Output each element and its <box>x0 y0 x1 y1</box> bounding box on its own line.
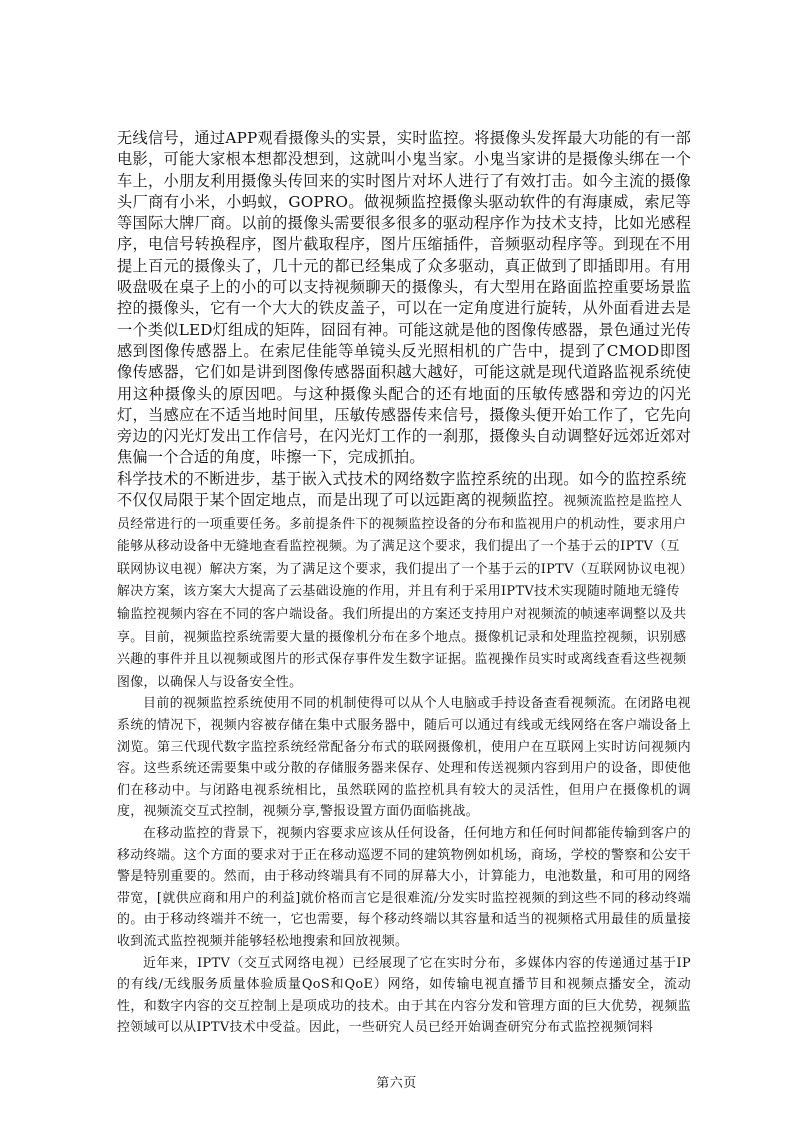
paragraph-iptv: 近年来，IPTV（交互式网络电视）已经展现了它在实时分布，多媒体内容的传递通过基于IP的有线/无线服务质量体验质量QoS和QoE）网络，如传输电视直播节目和视频点播安全，流动性，和数字内容的交互控制上是项成功的技术。由于其在内容分发和管理方面的巨大优势，视频监控领域可以从IPTV技术中受益。因此，一些研究人员已经开始调查研究分布式监控视频饲料 <box>117 955 691 1036</box>
paragraph-current-systems: 目前的视频监控系统使用不同的机制使得可以从个人电脑或手持设备查看视频流。在闭路电视系统的情况下，视频内容被存储在集中式服务器中，随后可以通过有线或无线网络在客户端设备上浏览。第三代现代数字监控系统经常配备分布式的联网摄像机，使用户在互联网上实时访问视频内容。这些系统还需要集中或分散的存储服务器来保存、处理和传送视频内容到用户的设备，即使他们在移动中。与闭路电视系统相比，虽然联网的监控机具有较大的灵活性，但用户在摄像机的调度，视频流交互式控制，视频分享,警报设置方面仍面临挑战。 <box>117 696 691 820</box>
page-number: 第六页 <box>376 1076 417 1091</box>
body-text <box>117 128 691 1039</box>
paragraph-video-stream-monitoring: 视频流监控是监控人员经常进行的一项重要任务。多前提条件下的视频监控设备的分布和监视用户的机动性，要求用户能够从移动设备中无缝地查看监控视频。为了满足这个要求，我们提出了一个基于云的IPTV（互联网协议电视）解决方案，为了满足这个要求，我们提出了一个基于云的IPTV（互联网协议电视）解决方案，该方案大大提高了云基础设施的作用，并且有利于采用IPTV技术实现随时随地无缝传输监控视频内容在不同的客户端设备。我们所提出的方案还支持用户对视频流的帧速率调整以及共享。目前，视频监控系统需要大量的摄像机分布在多个地点。摄像机记录和处理监控视频，识别感兴趣的事件并且以视频或图片的形式保存事件发生数字证据。监视操作员实时或离线查看这些视频图像，以确保人与设备安全性。 <box>117 494 687 690</box>
paragraph-mobile-monitoring: 在移动监控的背景下，视频内容要求应该从任何设备，任何地方和任何时间都能传输到客户的移动终端。这个方面的要求对于正在移动巡逻不同的建筑物例如机场，商场，学校的警察和公安干警是特别重要的。然而，由于移动终端具有不同的屏幕大小，计算能力，电池数量，和可用的网络带宽，[就供应商和用户的利益]就价格而言它是很难流/分发实时监控视频的到这些不同的移动终端的。由于移动终端并不统一，它也需要，每个移动终端以其容量和适当的视频格式用最佳的质量接收到流式监控视频并能够轻松地搜索和回放视频。 <box>117 825 691 949</box>
paragraph-camera-history: 无线信号，通过APP观看摄像头的实景，实时监控。将摄像头发挥最大功能的有一部电影，可能大家根本想都没想到，这就叫小鬼当家。小鬼当家讲的是摄像头绑在一个车上，小朋友利用摄像头传回来的实时图片对坏人进行了有效打击。如今主流的摄像头厂商有小米，小蚂蚁，GOPRO。做视频监控摄像头驱动软件的有海康威，索尼等等国际大牌厂商。以前的摄像头需要很多很多的驱动程序作为技术支持，比如光感程序，电信号转换程序，图片截取程序，图片压缩插件，音频驱动程序等。到现在不用提上百元的摄像头了，几十元的都已经集成了众多驱动，真正做到了即插即用。有用吸盘吸在桌子上的小的可以支持视频聊天的摄像头，有大型用在路面监控重要场景监控的摄像头，它有一个大大的铁皮盖子，可以在一定角度进行旋转，从外面看进去是一个类似LED灯组成的矩阵，囧囧有神。可能这就是他的图像传感器，景色通过光传感到图像传感器上。在索尼佳能等单镜头反光照相机的广告中，提到了CMOD即图像传感器，它们如是讲到图像传感器面积越大越好，可能这就是现代道路监视系统使用这种摄像头的原因吧。与这种摄像头配合的还有地面的压敏传感器和旁边的闪光灯，当感应在不适当地时间里，压敏传感器传来信号，摄像头便开始工作了，它先向旁边的闪光灯发出工作信号，在闪光灯工作的一刹那，摄像头自动调整好远郊近郊对焦偏一个合适的角度，咔擦一下，完成抓拍。 <box>117 129 691 467</box>
paragraph-network-monitoring: 科学技术的不断进步，基于嵌入式技术的网络数字监控系统的出现。如今的监控系统不仅仅局限于某个固定地点，而是出现了可以远距离的视频监控。 <box>117 469 687 510</box>
